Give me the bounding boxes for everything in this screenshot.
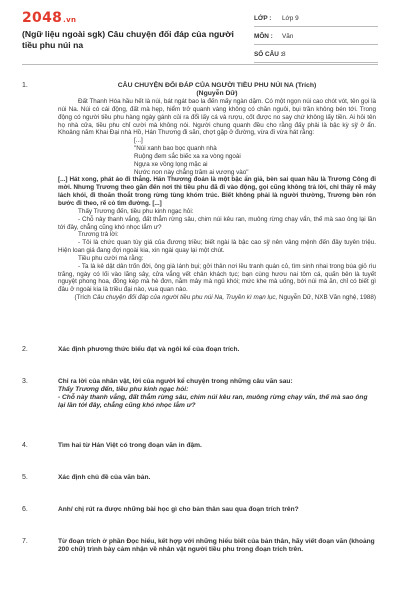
question-2: Xác định phương thức biểu đạt và ngôi kể của đoạn trích.	[58, 346, 240, 353]
poem-line: "Núi xanh bao bọc quanh nhà	[134, 145, 217, 153]
passage-paragraph: - Chỗ này thanh vắng, đất thẳm rừng sâu, chim núi kêu ran, muông rừng chạy vẩn, thế mà sao ông lại lần tới đây, chẳng cũng khó nhọc lắm ư?	[58, 215, 376, 231]
source-suffix: Nguyễn Dữ, NXB Văn nghệ, 1988)	[277, 294, 376, 302]
question-1-passage	[58, 82, 376, 302]
meta-row-class	[254, 12, 378, 27]
source-title: Câu chuyện đối đáp của người tiều phu núi Na, Truyền kì mạn lục,	[92, 294, 278, 302]
passage-paragraph: Đất Thanh Hóa hầu hết là núi, bát ngát bao la đến mấy ngàn dặm. Có một ngọn núi cao chót vót, tên gọi là núi Na. Núi có cái động, đất mà hẹp, hiểm trở quanh vàng không có chăn nguôi, bụi trần không bén tới. Trong động có người tiều phu hàng ngày gánh củi ra đổi lấy cá và rượu, cốt được no say chứ không lấy tiền. Ai hỏi tên họ nhà cửa, tiều phu chỉ cười mà không nói. Người chung quanh đều cho rằng đấy phải là bậc kỳ sỹ ở ẩn. Khoảng năm Khai Đại nhà Hồ, Hán Thương đi săn, chợt gặp ở đường, vừa đi vừa hát rằng:	[58, 98, 376, 137]
question-3-quote: - Chỗ này thanh vắng, đất thẳm rừng sâu, chim núi kêu ran, muông rừng chạy vẩn, thế mà sao ông lại lần tới đây, chẳng cũng khó nhọc lắm ư?	[58, 394, 368, 409]
question-number: 4.	[22, 442, 28, 449]
question-4: Tìm hai từ Hán Việt có trong đoạn văn in đậm.	[58, 442, 202, 449]
meta-value: Văn	[282, 33, 294, 40]
passage-poem	[58, 137, 376, 176]
passage-paragraph: - Ta là kẻ dật dân trốn đời, ông già lánh bụi; gởi thân nơi lều tranh quán cỏ, tìm sinh nhai trong búa giỏ rìu trăng, ngày có lối vào lãng sây, cửa vắng vết chân khách tục; bạn cùng hươu nai tôm cá, quấn bên là tuyết nguyệt phong hoa, đồng kép mà hè đơn, nằm mây mà ngủ khói; mức khe mà uống, bới núi mà ăn, chỉ có biết gì đâu ở ngoài kia là triều đại nào, vua quan nào.	[58, 262, 376, 294]
site-logo[interactable]	[22, 10, 76, 26]
poem-line: Ruộng đem sắc biếc xa xa vòng ngoài	[134, 152, 241, 160]
poem-line: Ngựa xe vồng lọng mặc ai	[134, 160, 208, 168]
meta-value: Lớp 9	[282, 15, 299, 22]
passage-paragraph: Trương trả lời:	[78, 231, 119, 239]
header-divider	[22, 64, 378, 65]
question-number: 1.	[22, 82, 28, 89]
page-header	[0, 0, 400, 62]
logo-text: 2048	[22, 10, 63, 26]
question-3-prompt: Chỉ ra lời của nhân vật, lời của người kể chuyện trong những câu văn sau:	[58, 378, 293, 385]
logo-suffix: .vn	[63, 16, 77, 24]
meta-row-subject	[254, 30, 378, 45]
document-content	[0, 72, 400, 600]
passage-author: (Nguyễn Dữ)	[196, 90, 238, 97]
meta-key: SỐ CÂU :	[254, 51, 283, 58]
meta-box	[254, 12, 378, 66]
source-prefix: (Trích	[74, 294, 93, 302]
question-5: Xác định chủ đề của văn bản.	[58, 474, 151, 481]
meta-row-count	[254, 48, 378, 63]
question-number: 7.	[22, 538, 28, 545]
meta-key: LỚP :	[254, 15, 272, 22]
poem-line: [...]	[134, 137, 143, 145]
passage-title: CÂU CHUYỆN ĐỐI ĐÁP CỦA NGƯỜI TIỀU PHU NÚI NA (Trích)	[117, 82, 317, 89]
poem-line: Nước non này chẳng trăm ai vương vào"	[134, 168, 249, 176]
passage-paragraph: Tiều phu cười mà rằng:	[78, 254, 144, 262]
question-number: 3.	[22, 378, 28, 385]
passage-paragraph: - Tôi là chức quan tùy giá của đương triều; biết ngài là bậc cao sỹ nên vâng mệnh đến đây tuyên triệu. Hiện loan giá đang đợi ngoài kia, xin ngài quay lại một chút.	[58, 239, 376, 255]
question-number: 2.	[22, 346, 28, 353]
document-subject: (Ngữ liệu ngoài sgk) Câu chuyện đối đáp của người tiều phu núi na	[22, 29, 234, 50]
question-number: 5.	[22, 474, 28, 481]
ellipsis: [...]	[58, 176, 68, 184]
passage-paragraph: Thấy Trương đến, tiều phu kinh ngạc hỏi:	[78, 207, 194, 215]
bold-text: Hát xong, phát áo đi thẳng. Hán Thương đoán là một bậc ẩn giả, bèn sai quan hầu là Trương Công đi mời. Nhưng Trương theo gần đến nơi thì tiều phu đã đi vào động, gọi cũng không trả lời, chỉ thấy rẽ mây lách khói, đi thoăn thoắt trong rừng tùng khóm trúc. Biết không phải là người thường, Trương bèn rón bước đi theo, rẽ cỏ tìm đường. [...]	[58, 176, 377, 207]
passage-bold-paragraph	[58, 176, 376, 207]
question-7: Từ đoạn trích ở phần Đọc hiểu, kết hợp với những hiểu biết của bản thân, hãy viết đoạn văn (khoảng 200 chữ) trình bày cảm nhận về nhân vật người tiều phu trong đoạn trích trên.	[58, 538, 375, 553]
question-3-quote: Thấy Trương đến, tiều phu kinh ngạc hỏi:	[58, 386, 189, 393]
meta-value: 8	[282, 51, 286, 58]
question-number: 6.	[22, 506, 28, 513]
passage-source	[58, 294, 376, 302]
meta-key: MÔN :	[254, 33, 273, 40]
question-3	[58, 378, 376, 410]
question-6: Anh/ chị rút ra được những bài học gì cho bản thân sau qua đoạn trích trên?	[58, 506, 299, 513]
